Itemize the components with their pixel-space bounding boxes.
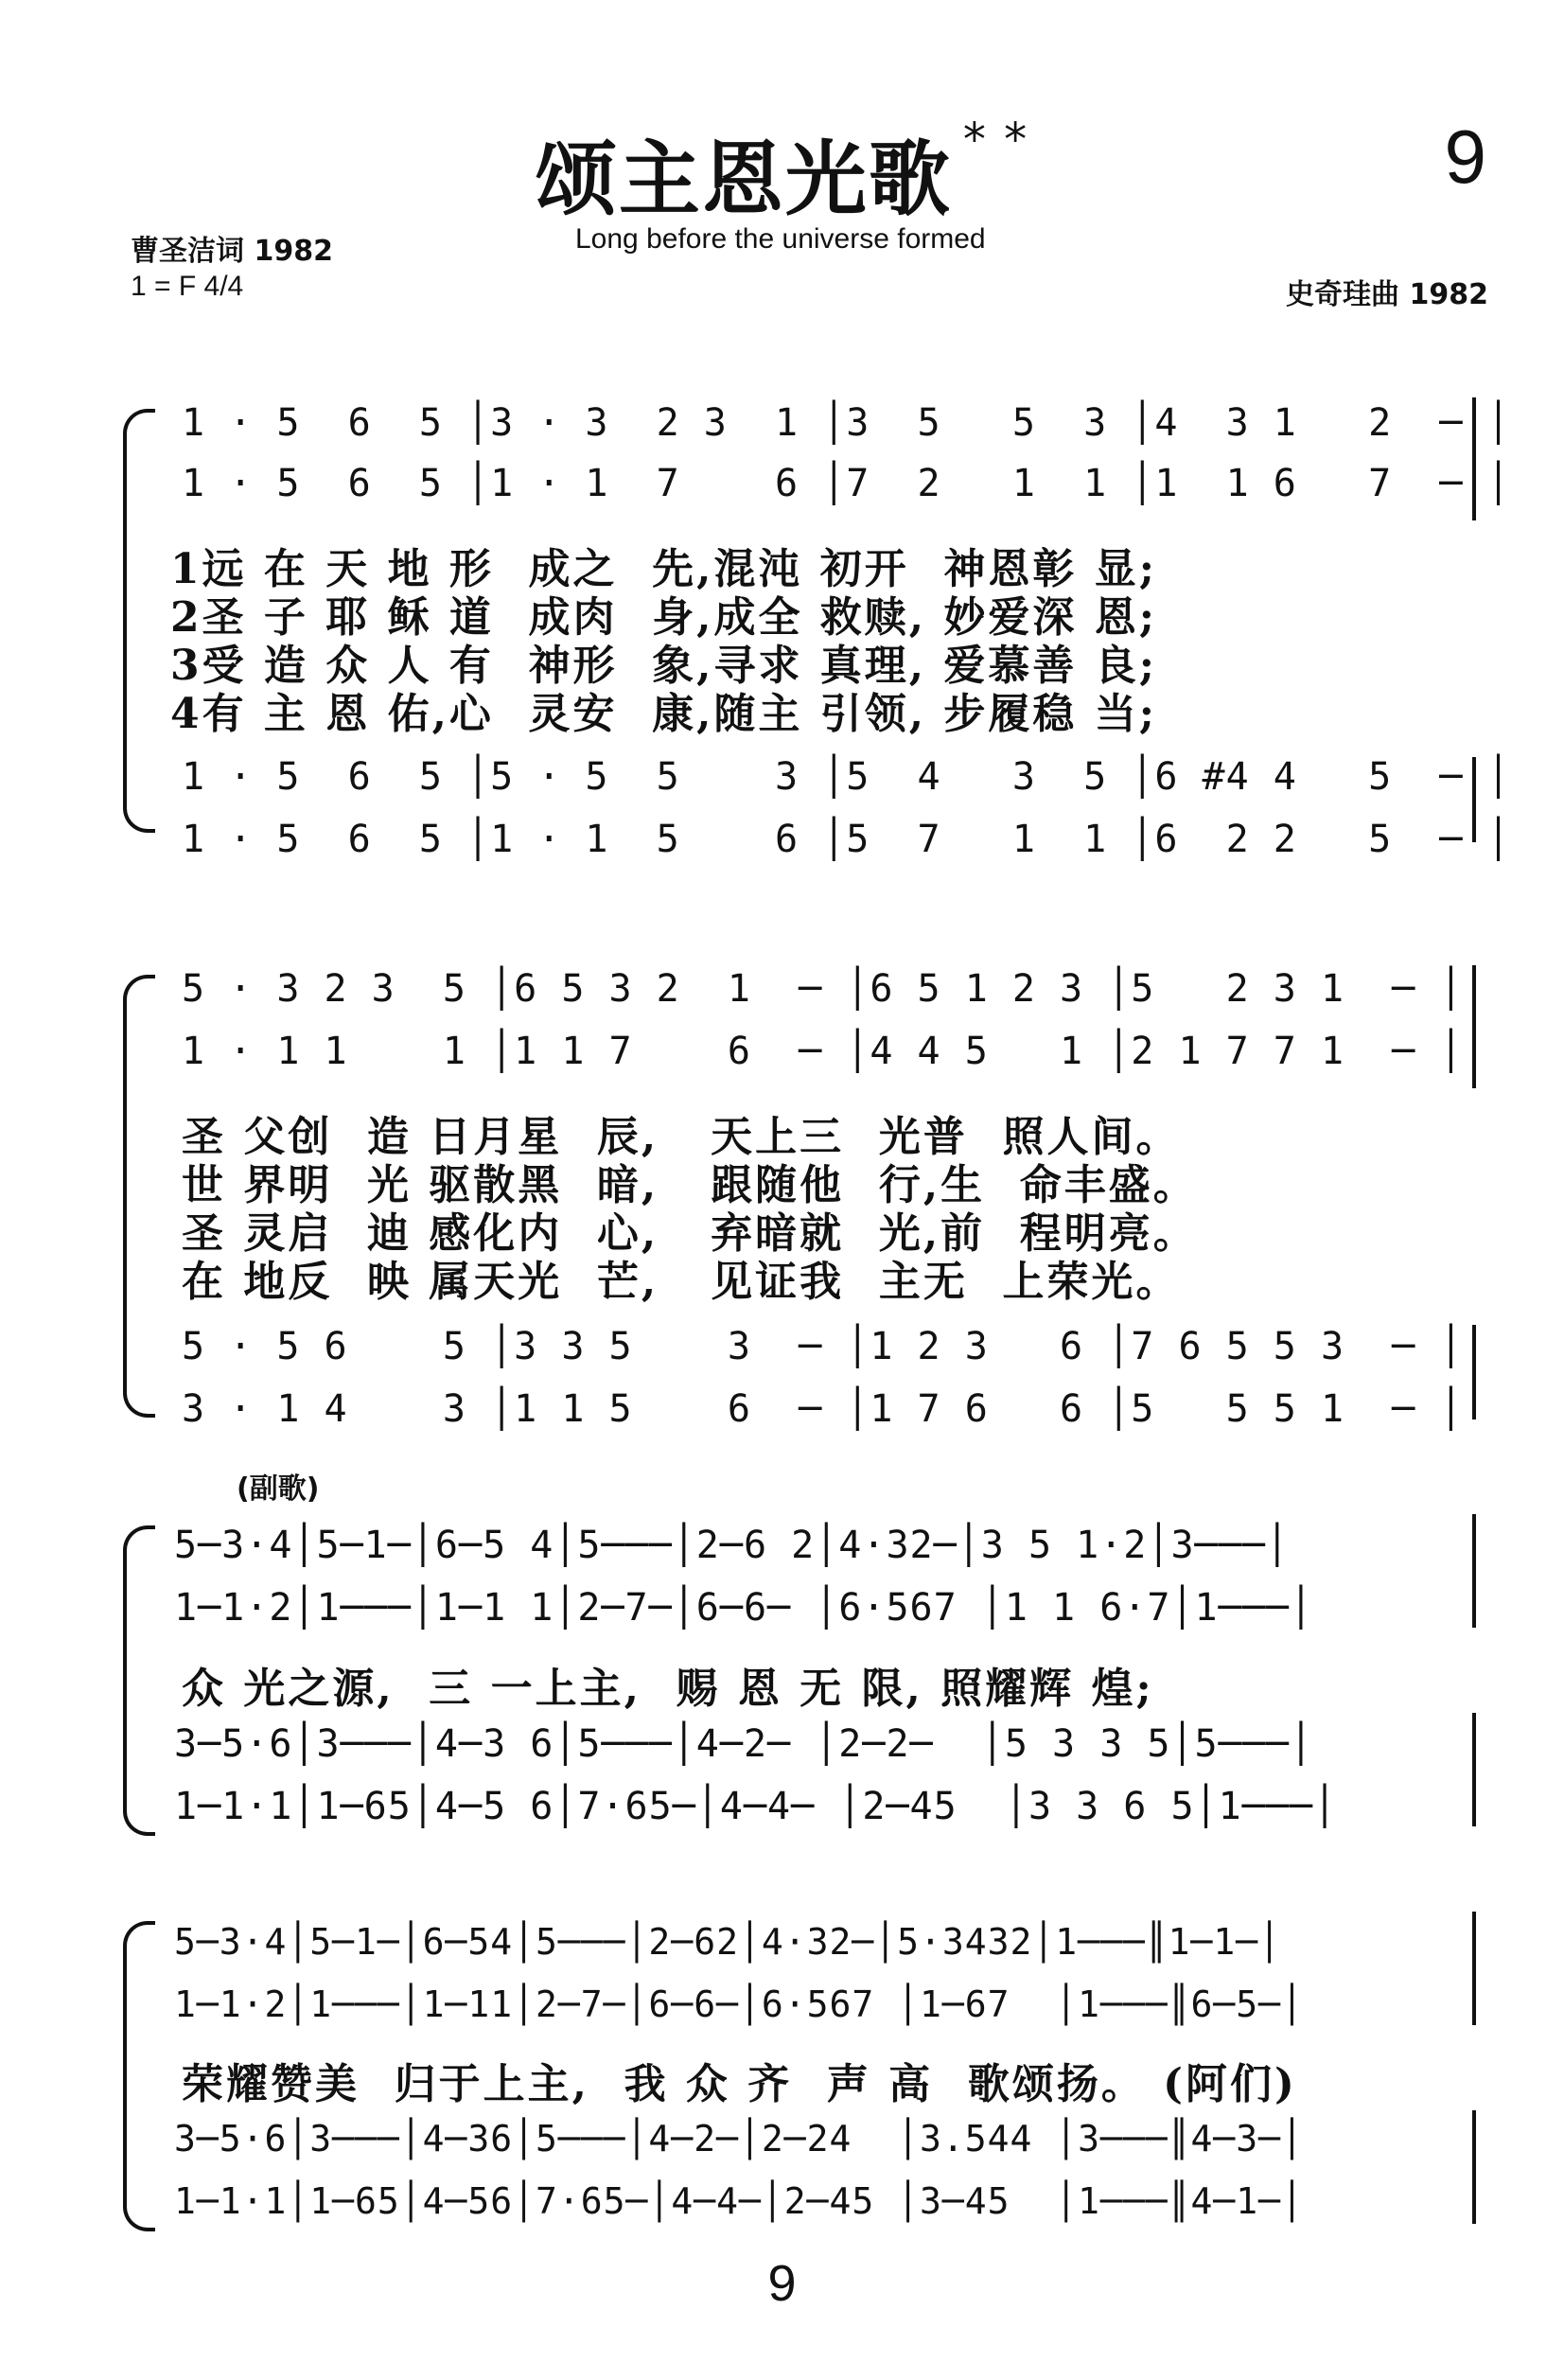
system-4-soprano: 5─3·4│5─1─│6─54│5───│2─62│4·32─│5·3432│1───║1─1─│ [174,1921,1282,1963]
system-1-lyric-verse-2: 2圣 子 耶 稣 道 成肉 身,成全 救赎, 妙爱深 恩; [170,593,1157,642]
system-3-soprano: 5─3·4│5─1─│6─5 4│5───│2─6 2│4·32─│3 5 1·2│3───│ [174,1524,1290,1567]
system-4-lyrics: 荣耀赞美 归于上主, 我 众 齐 声 高 歌颂扬。 (阿们) [182,2060,1297,2108]
system-2-bass: 3 · 1 4 3 │1 1 5 6 ─ │1 7 6 6 │5 5 5 1 ─ │ [182,1387,1464,1431]
system-4-bracket [123,1921,155,2231]
refrain-label: (副歌) [237,1472,320,1506]
system-4-bass: 1─1·1│1─65│4─56│7·65─│4─4─│2─45 │3─45 │1───║4─1─│ [174,2180,1304,2222]
system-1-lyric-verse-3: 3受 造 众 人 有 神形 象,寻求 真理, 爱慕善 良; [170,642,1157,690]
system-2-bracket [123,975,155,1418]
system-2-soprano: 5 · 3 2 3 5 │6 5 3 2 1 ─ │6 5 1 2 3 │5 2 3 1 ─ │ [182,967,1464,1011]
system-2-lyric-verse-2: 世 界明 光 驱散黑 暗, 跟随他 行,生 命丰盛。 [182,1161,1198,1209]
composer-credit: 史奇珪曲 1982 [1286,278,1488,311]
system-1-bracket [123,409,155,833]
song-subtitle: Long before the universe formed [575,223,986,255]
system-3-alto: 1─1·2│1───│1─1 1│2─7─│6─6─ │6·567 │1 1 6·7│1───│ [174,1586,1313,1630]
system-3-bass: 1─1·1│1─65│4─5 6│7·65─│4─4─ │2─45 │3 3 6 5│1───│ [174,1785,1338,1828]
system-2-alto: 1 · 1 1 1 │1 1 7 6 ─ │4 4 5 1 │2 1 7 7 1 ─ │ [182,1030,1464,1073]
system-2-lyric-verse-4: 在 地反 映 属天光 芒, 见证我 主无 上荣光。 [182,1258,1181,1306]
key-time-signature: 1 = F 4/4 [131,271,244,302]
system-1-bass: 1 · 5 6 5 │1 · 1 5 6 │5 7 1 1 │6 2 2 5 ─ │ [182,818,1511,861]
system-2-tenor: 5 · 5 6 5 │3 3 5 3 ─ │1 2 3 6 │7 6 5 5 3 ─ │ [182,1325,1464,1368]
system-1-alto: 1 · 5 6 5 │1 · 1 7 6 │7 2 1 1 │1 1 6 7 ─ │ [182,462,1511,505]
page-number-bottom: 9 [767,2255,797,2312]
system-2-lyric-verse-3: 圣 灵启 迪 感化内 心, 弃暗就 光,前 程明亮。 [182,1209,1198,1258]
system-1-lyric-verse-1: 1远 在 天 地 形 成之 先,混沌 初开 神恩彰 显; [170,545,1157,593]
system-4-alto: 1─1·2│1───│1─11│2─7─│6─6─│6·567 │1─67 │1───║6─5─│ [174,1983,1304,2025]
system-1-soprano: 1 · 5 6 5 │3 · 3 2 3 1 │3 5 5 3 │4 3 1 2 ─ │ [182,401,1511,445]
song-title [0,114,1564,231]
system-2-lyric-verse-1: 圣 父创 造 日月星 辰, 天上三 光普 照人间。 [182,1113,1181,1161]
system-3-tenor: 3─5·6│3───│4─3 6│5───│4─2─ │2─2─ │5 3 3 5│5───│ [174,1722,1313,1766]
title-text: 颂主恩光歌 [535,132,952,227]
system-3-bracket [123,1525,155,1836]
system-1-tenor: 1 · 5 6 5 │5 · 5 5 3 │5 4 3 5 │6 #4 4 5 ─ │ [182,755,1511,799]
title-marks: * * [962,114,1029,167]
system-1-lyric-verse-4: 4有 主 恩 佑,心 灵安 康,随主 引领, 步履稳 当; [170,690,1157,738]
page-number-top: 9 [1444,115,1486,199]
lyricist-credit: 曹圣洁词 1982 [131,235,333,268]
system-4-tenor: 3─5·6│3───│4─36│5───│4─2─│2─24 │3.544 │3───║4─3─│ [174,2118,1304,2160]
system-3-lyrics: 众 光之源, 三 一上主, 赐 恩 无 限, 照耀辉 煌; [182,1665,1154,1713]
